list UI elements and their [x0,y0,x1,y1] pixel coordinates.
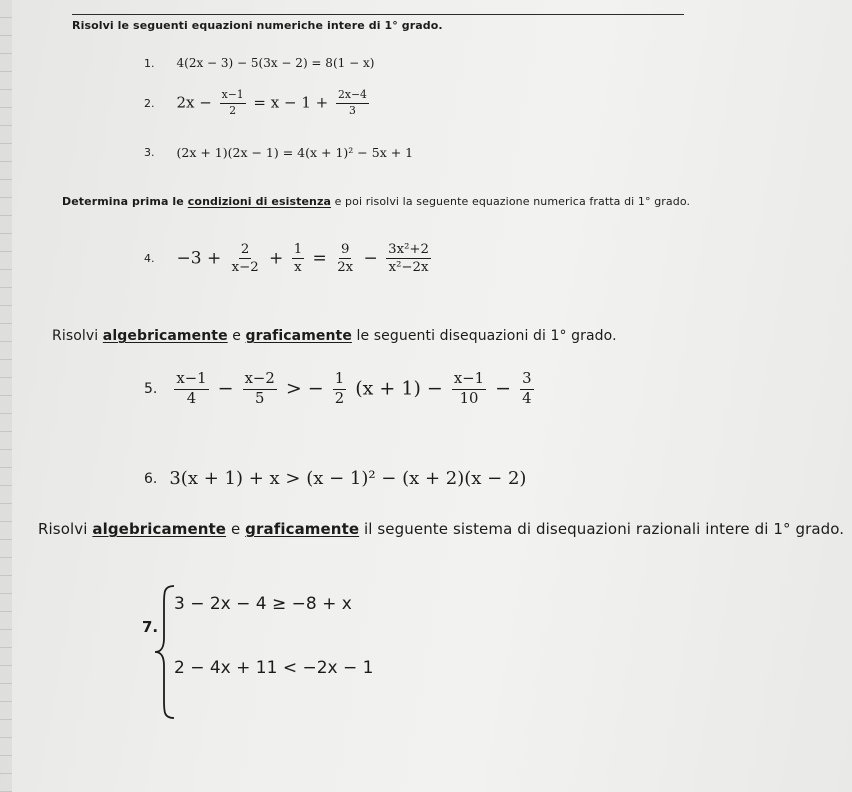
exercise-number: 4. [144,252,155,266]
exercise-number: 3. [144,146,155,159]
exercise-4 [144,243,434,275]
exercise-number: 6. [144,470,158,487]
heading-system: Risolvi algebricamente e graficamente il seguente sistema di disequazioni razionali intere di 1° grado. [38,520,845,538]
heading-inequalities: Risolvi algebricamente e graficamente le seguenti disequazioni di 1° grado. [52,328,617,344]
system-line-1: 3 − 2x − 4 ≥ −8 + x [174,594,352,614]
paper-edge [0,0,12,792]
fraction: $\frac{1}{x}$ [293,242,303,276]
top-rule [72,14,684,15]
heading-fractional-equation: Determina prima le condizioni di esistenza e poi risolvi la seguente equazione numerica fratta di 1° grado. [62,195,691,208]
exercise-1 [144,56,374,70]
exercise-number: 5. [144,381,158,398]
fraction: $\frac{x-1}{4}$ [176,370,207,407]
fraction: $\frac{2x-4}{3}$ [337,88,367,117]
equation: −3 + $\frac{2}{x-2}$ + $\frac{1}{x}$ = $\frac{9}{2x}$ − $\frac{\text{3x²+2}}{\text{x²−2x}}$ [176,242,429,276]
exercise-7 [138,582,458,732]
inequality: $\frac{x-1}{4}$ − $\frac{x-2}{5}$ > − $\frac{1}{2}$ (x + 1) − $\frac{x-1}{10}$ − $\frac{3}{4}$ [176,370,532,407]
heading-equations: Risolvi le seguenti equazioni numeriche intere di 1° grado. [72,19,443,32]
fraction: $\frac{1}{2}$ [334,370,345,407]
fraction: $\frac{\text{3x²+2}}{\text{x²−2x}}$ [388,242,429,276]
inequality: 3(x + 1) + x > (x − 1)² − (x + 2)(x − 2) [169,468,527,489]
fraction: $\frac{9}{2x}$ [337,242,354,276]
exercise-number: 2. [144,96,155,110]
equation: (2x + 1)(2x − 1) = 4(x + 1)² − 5x + 1 [176,145,414,160]
fraction: $\frac{x-1}{2}$ [221,88,244,117]
exercise-3 [144,145,413,160]
fraction: $\frac{x-2}{5}$ [244,370,275,407]
equation: 4(2x − 3) − 5(3x − 2) = 8(1 − x) [176,56,375,70]
fraction: $\frac{3}{4}$ [522,370,532,407]
exercise-5 [144,372,537,407]
exercise-2 [144,90,372,117]
system-line-2: 2 − 4x + 11 < −2x − 1 [174,658,374,678]
fraction: $\frac{2}{x-2}$ [231,242,259,276]
exercise-6 [144,468,526,489]
fraction: $\frac{x-1}{10}$ [453,370,485,407]
equation: 2x − $\frac{x-1}{2}$ = x − 1 + $\frac{2x-4}{3}$ [176,88,367,117]
exercise-number: 7. [142,618,159,636]
exercise-number: 1. [144,56,155,70]
